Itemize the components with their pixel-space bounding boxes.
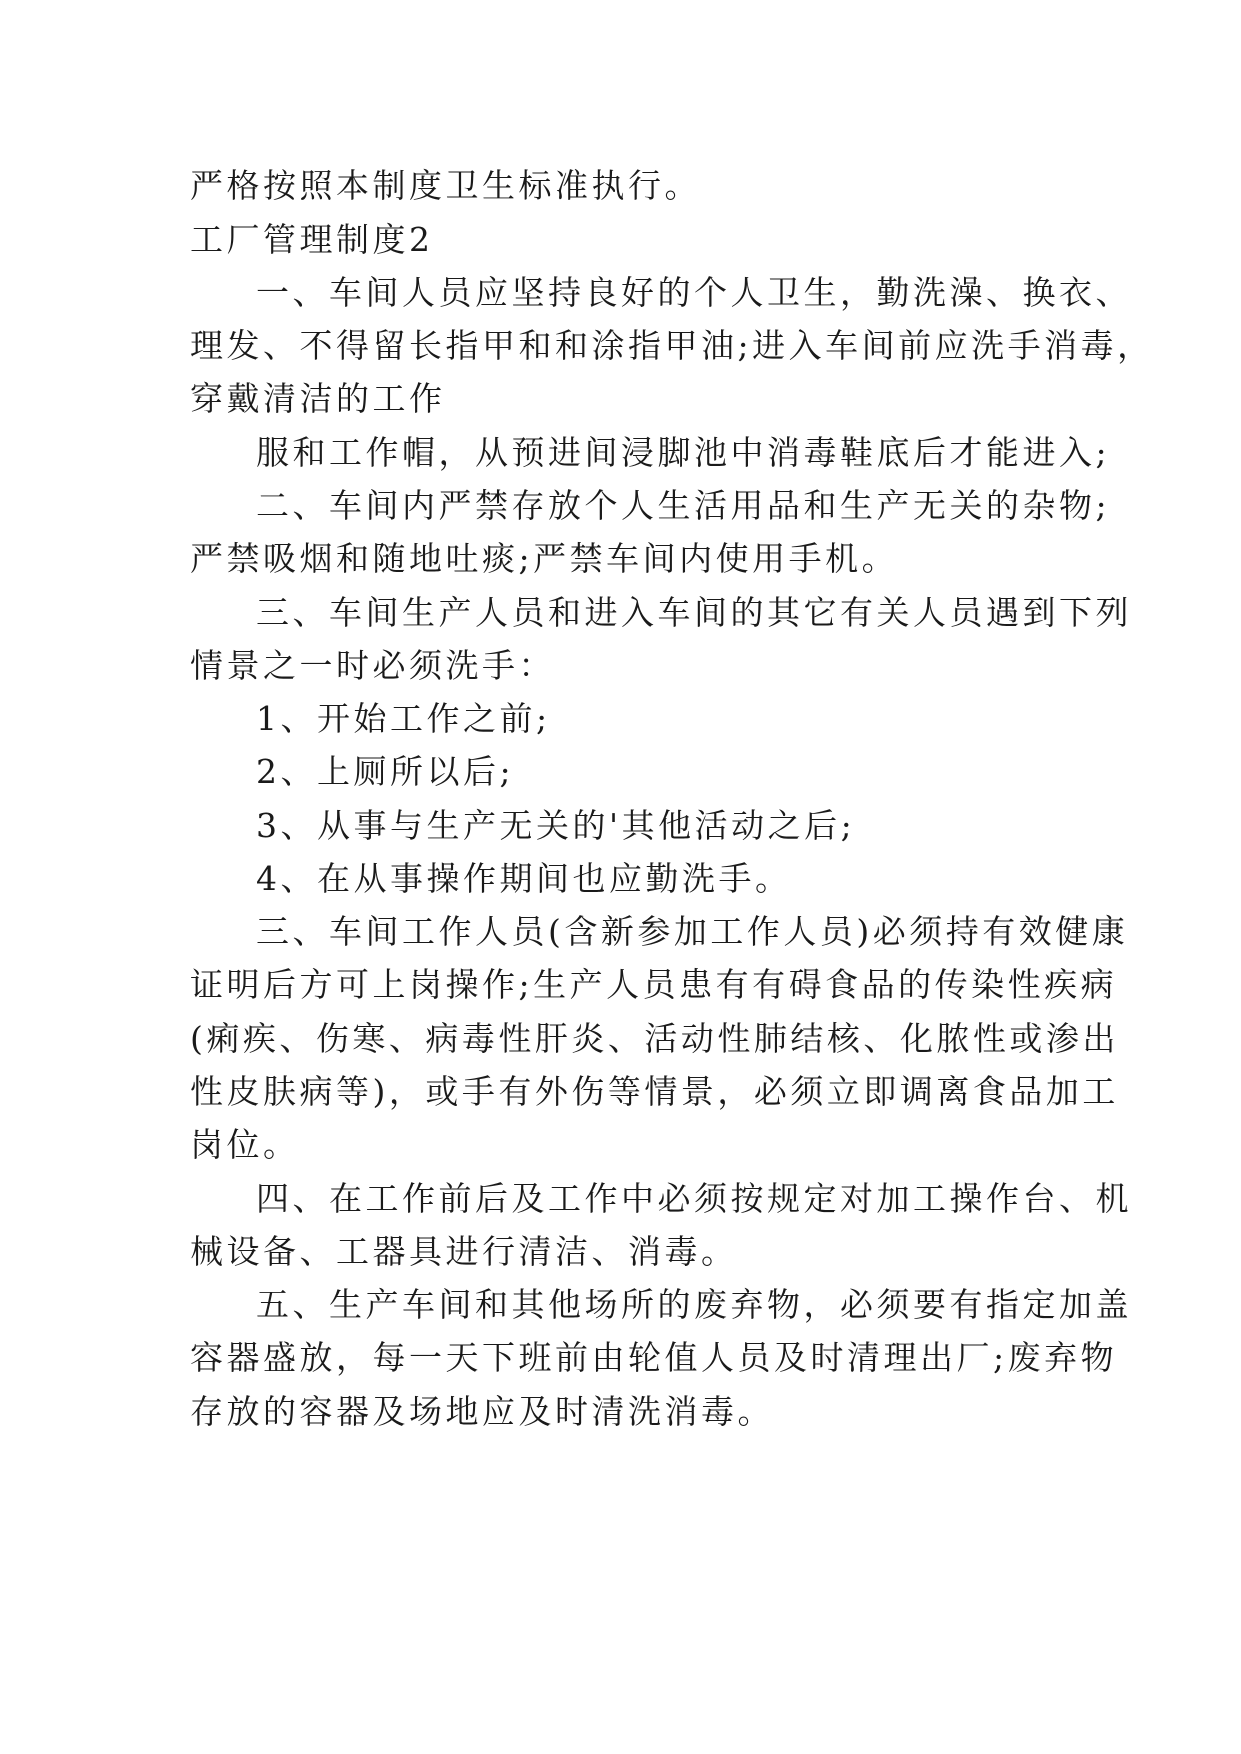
text-line: 存放的容器及场地应及时清洗消毒。 (190, 1392, 774, 1431)
text-line: 性皮肤病等)，或手有外伤等情景，必须立即调离食品加工 (190, 1072, 1119, 1111)
text-line: 三、车间工作人员(含新参加工作人员)必须持有效健康 (256, 912, 1129, 951)
text-line: 岗位。 (190, 1125, 300, 1164)
text-line: 三、车间生产人员和进入车间的其它有关人员遇到下列 (256, 593, 1132, 632)
text-line: 五、生产车间和其他场所的废弃物，必须要有指定加盖 (256, 1285, 1132, 1324)
text-line: 一、车间人员应坚持良好的个人卫生，勤洗澡、换衣、 (256, 273, 1132, 312)
text-line: 容器盛放，每一天下班前由轮值人员及时清理出厂;废弃物 (190, 1338, 1118, 1377)
list-item: 4、在从事操作期间也应勤洗手。 (256, 859, 792, 898)
text-line: 证明后方可上岗操作;生产人员患有有碍食品的传染性疾病 (190, 965, 1118, 1004)
text-line: 械设备、工器具进行清洁、消毒。 (190, 1232, 738, 1271)
text-line: 服和工作帽，从预进间浸脚池中消毒鞋底后才能进入; (256, 433, 1111, 472)
section-heading: 工厂管理制度2 (190, 220, 434, 259)
text-line: 严禁吸烟和随地吐痰;严禁车间内使用手机。 (190, 539, 899, 578)
text-line: 二、车间内严禁存放个人生活用品和生产无关的杂物; (256, 486, 1111, 525)
text-line: 穿戴清洁的工作 (190, 379, 446, 418)
text-line: 情景之一时必须洗手： (190, 646, 555, 685)
text-line: 理发、不得留长指甲和和涂指甲油;进入车间前应洗手消毒， (190, 326, 1154, 365)
list-item: 1、开始工作之前; (256, 699, 551, 738)
text-line: 四、在工作前后及工作中必须按规定对加工操作台、机 (256, 1179, 1132, 1218)
text-line: (痢疾、伤寒、病毒性肝炎、活动性肺结核、化脓性或渗出 (190, 1019, 1119, 1058)
list-item: 2、上厕所以后; (256, 752, 515, 791)
text-line: 严格按照本制度卫生标准执行。 (190, 166, 701, 205)
list-item: 3、从事与生产无关的'其他活动之后; (256, 806, 856, 845)
